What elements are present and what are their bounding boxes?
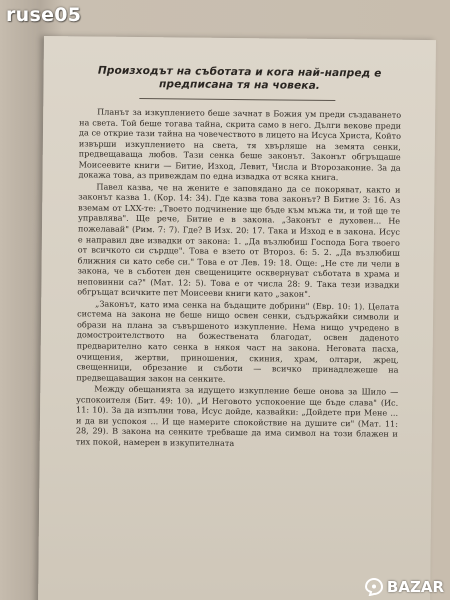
chapter-title: Произходът на съботата и кога най-напред е предписана тя на човека.	[97, 64, 382, 92]
book-page	[38, 36, 436, 600]
bazar-logo-icon	[364, 578, 384, 596]
title-underline	[139, 98, 335, 101]
paragraph: Планът за изкуплението беше зачнат в Божия ум преди създаването на света. Той беше тогава тайна, скрита само в него. Дълги векове преди да се открие тази тайна на човечеството в лицето на Исуса Христа, Който извърши изкуплението на света, тя хвърляше на земята сенки, предвещаваща любов. Тази сенка беше законът. Законът обгръщаше Моисеевите книги — Битие, Изход, Левит, Числа и Второзаконие. За да докажа това, аз привеждам по една извадка от всяка книга.	[78, 106, 402, 183]
paragraph: Павел казва, че на жените е заповядано да се покоряват, както и законът казва 1. (Кор. 14: 34). Где казва това законът? В Битие 3: 16. Аз вземам от LXX-те: „Твоето подчинение ще бъде към мъжа ти, и той ще те управлява". Ще рече, Битие е в закона. „Законът е духовен... Не пожелавай" (Рим. 7: 7). Где? В Изх. 20: 17. Така и Изход е в закона. Исус е направил две извадки от закона: 1. „Да възлюбиш Господа Бога твоего от всичкото си сърдце". Това е взето от Второз. 6: 5. 2. „Да възлюбиш ближния си като себе си." Това е от Лев. 19: 18. Още: „Не сте ли чели в закона, че в съботен ден свещениците осквернуват съботата в храма и неповинни са?" (Мат. 12: 5). Това е от числа 28: 9. Така тези извадки обгръщат всичките пет Моисееви книги като „закон".	[77, 181, 401, 300]
paragraph: Между обещанията за идущето изкупление беше онова за Шило — успокоителя (Бит. 49: 10). „И Неговото успокоение ще бъде слава" (Ис. 11: 10). За да изпълни това, Исус дойде, казвайки: „Дойдете при Мене ... и да ви успокоя ... И ще намерите спокойствие на душите си" (Мат. 11: 28, 29). В закона на сенките требваше да има символ на този блажен и тих покой, намерен в изкупителната	[75, 383, 399, 448]
watermark-username: ruse05	[6, 4, 82, 26]
paragraph: „Законът, като има сенка на бъдащите добрини" (Евр. 10: 1). Целата система на закона не беше нищо освен сенки, съдържайки символи и образи на плана за съвършеното изкупление. Нема нищо учредено в домостроителството на божествената благодат, освен даденото предварително като сенка в някоя част на закона. Неговата пасха, очищения, жертви, приношения, скиния, храм, олтари, жрец, свещенници, обрезание и съботи — всичко принадлежеше на предвещаващия закон на сенките.	[76, 298, 400, 384]
bazar-logo-text: BAZAR	[386, 578, 444, 596]
bazar-logo	[364, 578, 444, 596]
body-text	[76, 106, 402, 451]
